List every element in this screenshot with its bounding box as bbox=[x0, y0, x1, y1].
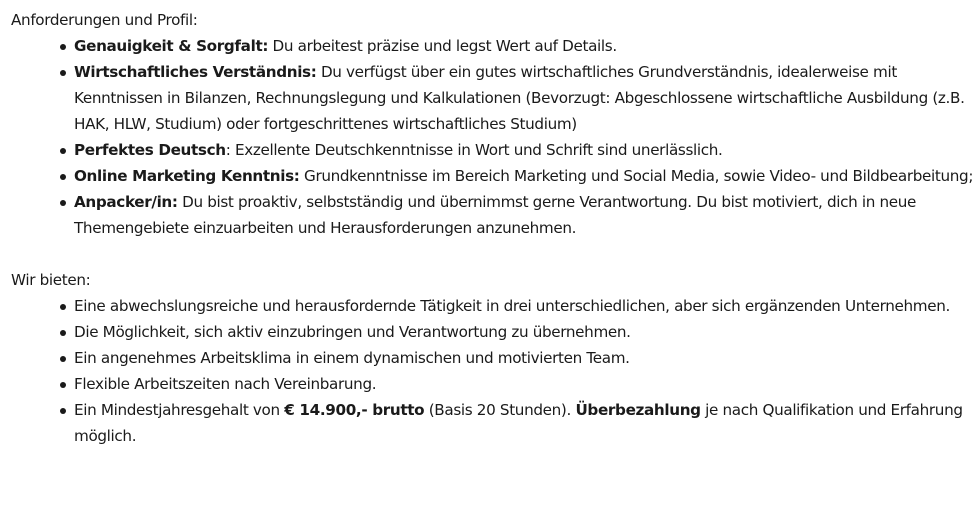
item-label: Online Marketing Kenntnis: bbox=[74, 167, 300, 185]
bullet-icon bbox=[60, 304, 66, 310]
bullet-icon bbox=[60, 70, 66, 76]
list-item bbox=[74, 371, 976, 397]
offer-heading: Wir bieten: bbox=[11, 271, 91, 289]
salary-amount: € 14.900,- brutto bbox=[284, 401, 425, 419]
item-label: Genauigkeit & Sorgfalt: bbox=[74, 37, 269, 55]
list-item bbox=[74, 319, 976, 345]
item-label: Wirtschaftliches Verständnis: bbox=[74, 63, 317, 81]
item-label: Perfektes Deutsch bbox=[74, 141, 226, 159]
list-item bbox=[74, 189, 976, 241]
item-label: Anpacker/in: bbox=[74, 193, 178, 211]
list-item bbox=[74, 345, 976, 371]
offer-list bbox=[11, 293, 976, 449]
salary-prefix: Ein Mindestjahresgehalt von bbox=[74, 401, 285, 419]
salary-basis: (Basis 20 Stunden). bbox=[424, 401, 576, 419]
bullet-icon bbox=[60, 330, 66, 336]
list-item bbox=[74, 33, 976, 59]
bullet-icon bbox=[60, 200, 66, 206]
item-text: : Exzellente Deutschkenntnisse in Wort und Schrift sind unerlässlich. bbox=[225, 141, 723, 159]
requirements-heading: Anforderungen und Profil: bbox=[11, 11, 198, 29]
list-item bbox=[74, 137, 976, 163]
salary-suffix: je nach Qualifikation und Erfahrung möglich. bbox=[74, 401, 963, 445]
requirements-list bbox=[11, 33, 976, 241]
item-text: Du arbeitest präzise und legst Wert auf Details. bbox=[268, 37, 617, 55]
item-text: Grundkenntnisse im Bereich Marketing und Social Media, sowie Video- und Bildbearbeitung; bbox=[299, 167, 974, 185]
item-text: Ein angenehmes Arbeitsklima in einem dynamischen und motivierten Team. bbox=[74, 349, 630, 367]
section-gap bbox=[11, 241, 976, 267]
bullet-icon bbox=[60, 174, 66, 180]
list-item bbox=[74, 397, 976, 449]
bullet-icon bbox=[60, 408, 66, 414]
overpay-label: Überbezahlung bbox=[575, 401, 701, 419]
list-item bbox=[74, 59, 976, 137]
item-text: Eine abwechslungsreiche und herausfordernde Tätigkeit in drei unterschiedlichen, aber sich ergänzenden Unternehmen. bbox=[74, 297, 950, 315]
item-text: Du verfügst über ein gutes wirtschaftliches Grundverständnis, idealerweise mit Kenntnissen in Bilanzen, Rechnungslegung und Kalkulationen (Bevorzugt: Abgeschlossene wirtschaftliche Ausbildung (z.B. HAK, HLW, Studium) oder fortgeschrittenes wirtschaftliches Studium) bbox=[74, 63, 965, 133]
item-text: Du bist proaktiv, selbstständig und übernimmst gerne Verantwortung. Du bist motiviert, dich in neue Themengebiete einzuarbeiten und Herausforderungen anzunehmen. bbox=[74, 193, 917, 237]
bullet-icon bbox=[60, 44, 66, 50]
bullet-icon bbox=[60, 382, 66, 388]
item-text: Flexible Arbeitszeiten nach Vereinbarung. bbox=[74, 375, 377, 393]
list-item bbox=[74, 293, 976, 319]
item-text: Die Möglichkeit, sich aktiv einzubringen und Verantwortung zu übernehmen. bbox=[74, 323, 631, 341]
list-item bbox=[74, 163, 976, 189]
bullet-icon bbox=[60, 148, 66, 154]
bullet-icon bbox=[60, 356, 66, 362]
